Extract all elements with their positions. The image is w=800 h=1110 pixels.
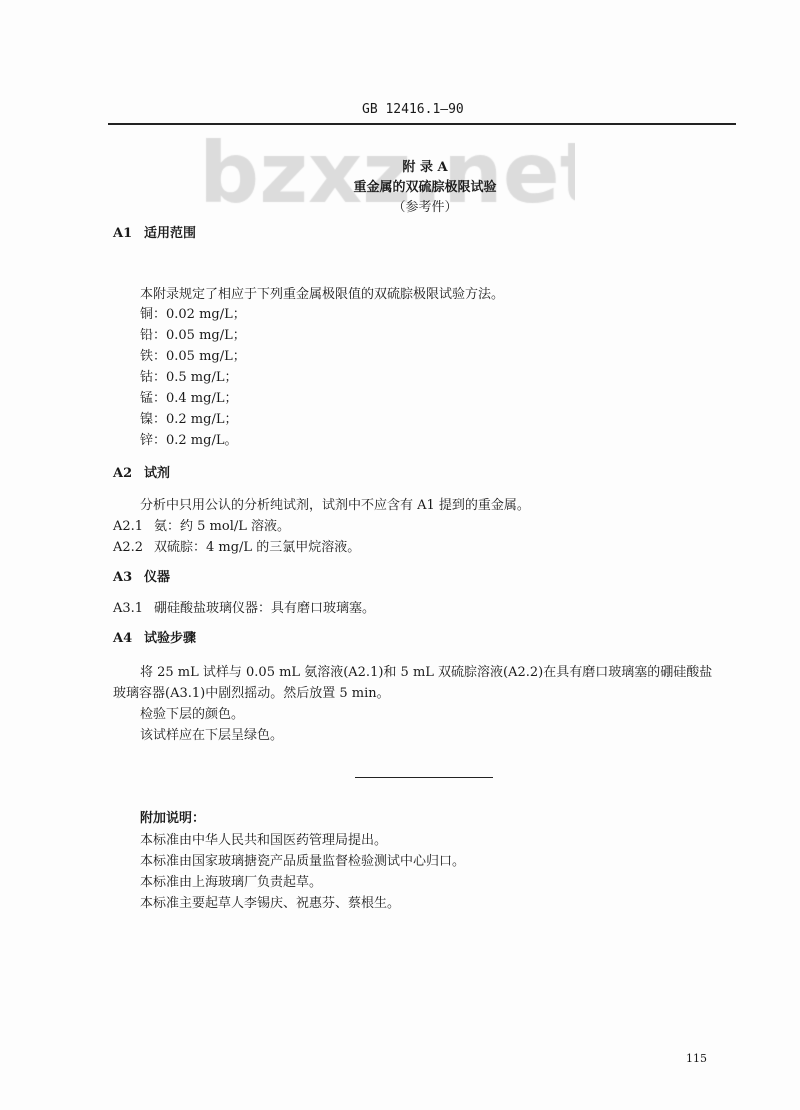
a1-intro: 本附录规定了相应于下列重金属极限值的双硫腙极限试验方法。	[140, 287, 505, 302]
a1-heading: 适用范围	[144, 226, 197, 241]
a1-item: 铜：0.02 mg/L；	[140, 307, 246, 322]
notes-line: 本标准由上海玻璃厂负责起草。	[140, 875, 323, 890]
notes-title: 附加说明：	[140, 811, 206, 826]
a1-item: 铅：0.05 mg/L；	[140, 328, 246, 343]
a1-item: 锰：0.4 mg/L；	[140, 391, 238, 406]
a4-line: 玻璃容器(A3.1)中剧烈摇动。然后放置 5 min。	[113, 686, 390, 701]
a2-1-text: 氨：约 5 mol/L 溶液。	[154, 519, 290, 534]
page-number: 115	[686, 1052, 707, 1065]
a2-number: A2	[113, 466, 133, 481]
a3-1-text: 硼硅酸盐玻璃仪器：具有磨口玻璃塞。	[154, 601, 376, 616]
header-rule	[108, 123, 736, 125]
a1-item: 锌：0.2 mg/L。	[140, 433, 238, 448]
a3-1-number: A3.1	[113, 601, 144, 616]
a1-item: 镍：0.2 mg/L；	[140, 412, 238, 427]
a1-number: A1	[113, 226, 133, 241]
a2-2-number: A2.2	[113, 540, 144, 555]
notes-line: 本标准主要起草人李锡庆、祝惠芬、蔡根生。	[140, 896, 401, 911]
section-divider	[355, 777, 493, 778]
a4-line: 该试样应在下层呈绿色。	[140, 728, 284, 743]
a4-heading: 试验步骤	[144, 631, 197, 646]
notes-line: 本标准由中华人民共和国医药管理局提出。	[140, 833, 388, 848]
a4-line: 将 25 mL 试样与 0.05 mL 氨溶液(A2.1)和 5 mL 双硫腙溶液(A2.2)在具有磨口玻璃塞的硼硅酸盐	[140, 665, 713, 680]
appendix-label: 附 录 A	[402, 160, 448, 175]
a2-intro: 分析中只用公认的分析纯试剂，试剂中不应含有 A1 提到的重金属。	[140, 498, 530, 513]
header-standard-number: GB 12416.1—90	[362, 102, 464, 117]
appendix-note: （参考件）	[392, 200, 458, 215]
a2-heading: 试剂	[144, 466, 171, 481]
a1-item: 铁：0.05 mg/L；	[140, 349, 246, 364]
a3-number: A3	[113, 570, 133, 585]
a4-number: A4	[113, 631, 133, 646]
a4-line: 检验下层的颜色。	[140, 707, 245, 722]
a2-2-text: 双硫腙：4 mg/L 的三氯甲烷溶液。	[154, 540, 361, 555]
notes-line: 本标准由国家玻璃搪瓷产品质量监督检验测试中心归口。	[140, 854, 466, 869]
a3-heading: 仪器	[144, 570, 171, 585]
a1-item: 钴：0.5 mg/L；	[140, 370, 238, 385]
appendix-title: 重金属的双硫腙极限试验	[353, 180, 497, 195]
a2-1-number: A2.1	[113, 519, 144, 534]
